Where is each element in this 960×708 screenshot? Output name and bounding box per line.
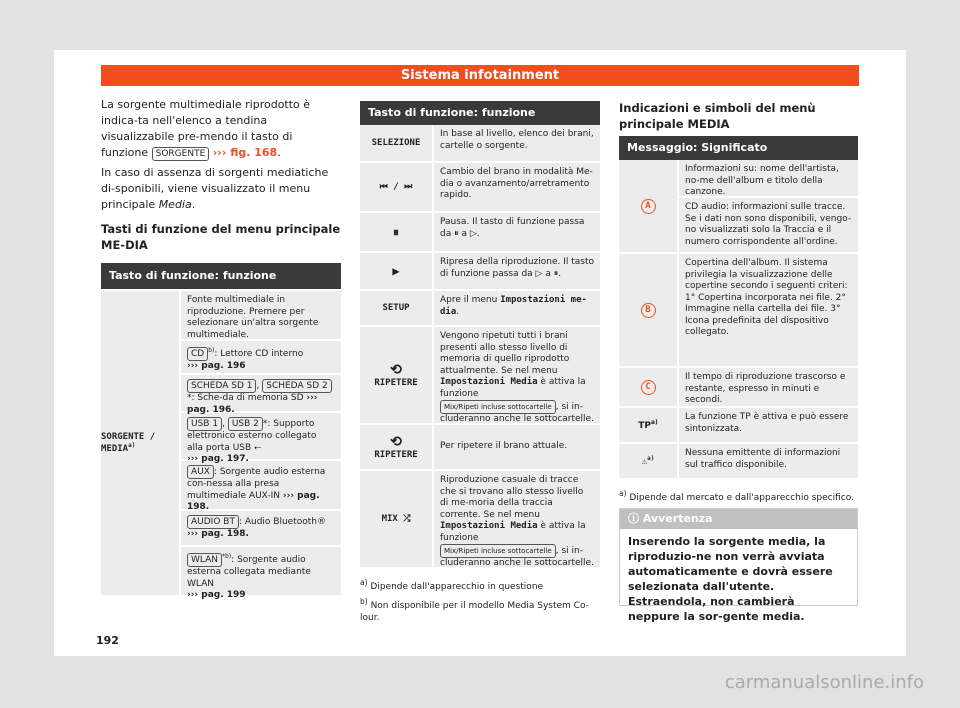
list-item: USB 1 , USB 2 *: Supporto elettronico esterno collegato alla porta USB ⭠ ››› pag. 197. [181,413,341,459]
sorgente-button-ref: SORGENTE [152,147,210,161]
left-column [101,97,341,600]
table-row: MIX ⤮ Riproduzione casuale di tracce che si trovano allo stesso livello di me-moria della traccia corrente. Se nel menu Impostazioni Media è attiva la funzione Mix/Ripeti incluse sottocartelle , si in-cluderanno anche le sottocartelle. [360,471,600,569]
table-row: ⏮ / ⏭ Cambio del brano in modalità Me-dia o avanzamento/arretramento rapido. [360,163,600,213]
footnote: $^{a)}$ Dipende dal mercato e dall'apparecchio specifico. [619,489,854,503]
warning-box [619,508,858,623]
page-header: Sistema infotainment [101,65,859,86]
warning-text: Inserendo la sorgente media, la riproduzio-ne non verrà avviata automaticamente e dovrà essere selezionata dall'utente. Estraendola, non cambierà neppure la sor-gente media. [628,535,833,623]
table-row: ⚠$^{a)}$ Nessuna emittente di informazioni sul traffico disponibile. [619,444,858,480]
table-row: ⟲ RIPETERE Vengono ripetuti tutti i brani presenti allo stesso livello di memoria di quello riprodotto attualmente. Se nel menu Impostazioni Media è attiva la funzione Mix/Ripeti incluse sottocartelle , si in-cluderanno anche le sottocartelle. [360,327,600,425]
intro-paragraph: La sorgente multimediale riprodotto è indica-ta nell'elenco a tendina visualizzabile pre-mendo il tasto di funzione SORGENTE ››› fig. 168. [101,98,311,159]
section-heading: Tasti di funzione del menu principale ME-DIA [101,222,341,252]
table-row: ⏸ Pausa. Il tasto di funzione passa da ⏸ a ▷. [360,213,600,253]
middle-column [360,101,600,624]
left-table [101,291,341,600]
list-item: WLAN $^{*b)}$: Sorgente audio esterna collegata mediante WLAN ››› pag. 199 [181,547,341,595]
right-table-header: Messaggio: Significato [619,136,858,160]
table-row: TP$^{a)}$ La funzione TP è attiva e può essere sintonizzata. [619,408,858,444]
right-heading: Indicazioni e simboli del menù principale MEDIA [619,101,816,131]
fig-link[interactable]: ››› fig. 168 [212,146,278,159]
second-paragraph: In caso di assenza di sorgenti mediatiche di-sponibili, viene visualizzato il menu principale Media. [101,166,329,211]
list-item: SCHEDA SD 1 , SCHEDA SD 2*: Sche-da di memoria SD ››› pag. 196. [181,375,341,411]
warning-title: ⓘ Avvertenza [620,509,857,529]
right-column [619,100,858,504]
table-row: SETUP Apre il menu Impostazioni me-dia. [360,291,600,327]
table-row: C Il tempo di riproduzione trascorso e restante, espresso in minuti e secondi. [619,368,858,408]
table-row: ⟲ RIPETERE Per ripetere il brano attuale. [360,425,600,471]
list-item: Fonte multimediale in riproduzione. Premere per selezionare un'altra sorgente multimediale. [181,291,341,339]
watermark: carmanualsonline.info [724,672,924,693]
table-row: A Informazioni su: nome dell'artista, no-me dell'album e titolo della canzone. CD audio: informazioni sulle tracce. Se i dati non sono disponibili, vengo-no visualizzati solo la Traccia e il numero corrispondente all'ordine. [619,160,858,254]
table-row: B Copertina dell'album. Il sistema privilegia la visualizzazione delle copertine secondo i seguenti criteri: 1° Copertina incorporata nei file. 2° Immagine nella cartella dei file. 3° Icona predefinita del dispositivo collegato. [619,254,858,368]
middle-table-header: Tasto di funzione: funzione [360,101,600,125]
middle-table [360,125,600,569]
info-icon: ⓘ [628,512,639,525]
list-item: CD $^{b)}$: Lettore CD interno ››› pag. 196 [181,341,341,373]
page-number: 192 [96,634,119,647]
left-table-values [179,291,341,600]
table-row: ▶ Ripresa della riproduzione. Il tasto di funzione passa da ▷ a ⏸. [360,253,600,291]
list-item: AUX : Sorgente audio esterna con-nessa alla presa multimediale AUX-IN ››› pag. 198. [181,461,341,509]
footnote: $^{a)}$ Dipende dall'apparecchio in questione [360,578,544,592]
right-table [619,160,858,480]
footnote: $^{b)}$ Non disponibile per il modello Media System Co-lour. [360,597,589,623]
table-row: SELEZIONE In base al livello, elenco dei brani, cartelle o sorgente. [360,125,600,163]
list-item: AUDIO BT : Audio Bluetooth® ››› pag. 198. [181,511,341,545]
sorgente-media-key: SORGENTE / MEDIA$^{a)}$ [101,291,179,595]
left-table-header: Tasto di funzione: funzione [101,263,341,289]
